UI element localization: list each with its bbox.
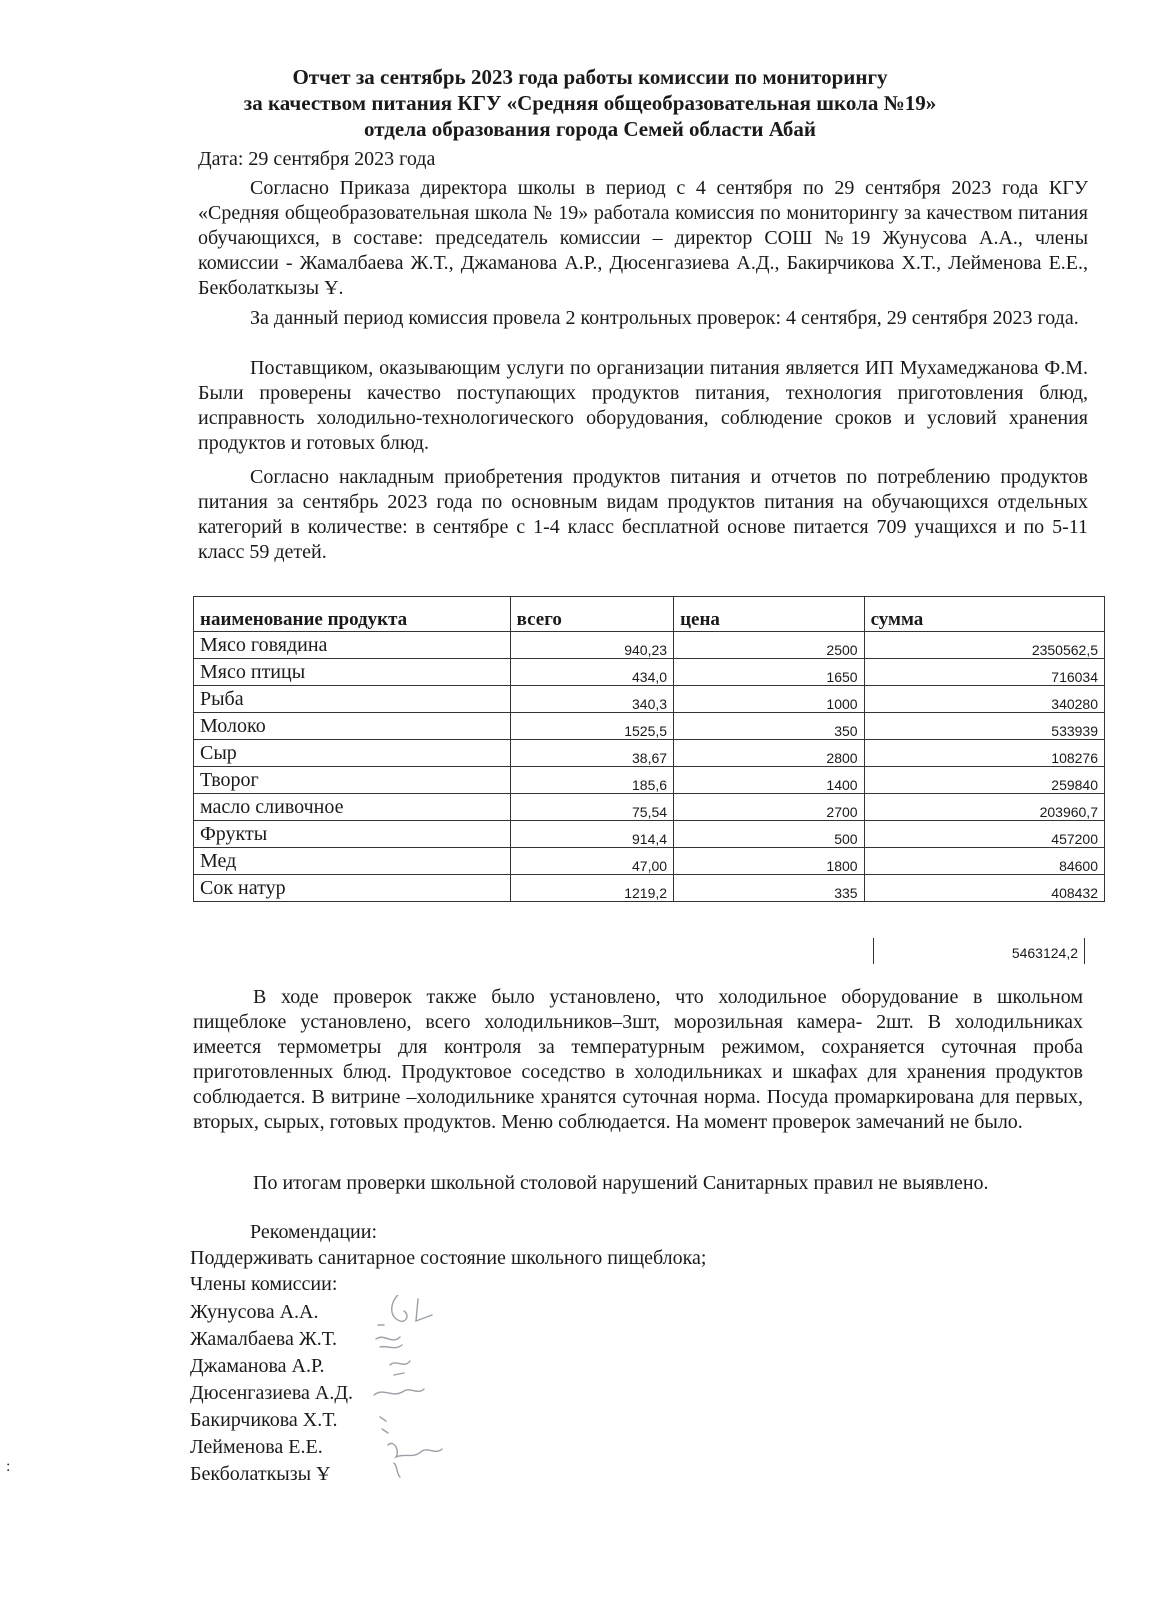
product-sum: 457200 bbox=[864, 821, 1104, 848]
table-row bbox=[194, 713, 1105, 740]
table-row bbox=[194, 686, 1105, 713]
product-name: Мясо говядина bbox=[194, 632, 511, 659]
signature-mark bbox=[388, 1443, 442, 1457]
product-sum: 408432 bbox=[864, 875, 1104, 902]
product-price: 2800 bbox=[674, 740, 865, 767]
product-sum: 259840 bbox=[864, 767, 1104, 794]
product-quantity: 940,23 bbox=[510, 632, 673, 659]
product-sum: 533939 bbox=[864, 713, 1104, 740]
product-quantity: 75,54 bbox=[510, 794, 673, 821]
member-name: Джаманова А.Р. bbox=[190, 1355, 325, 1377]
product-sum: 340280 bbox=[864, 686, 1104, 713]
product-sum: 203960,7 bbox=[864, 794, 1104, 821]
paragraph-consumption: Согласно накладным приобретения продуктов питания и отчетов по потреблению продуктов питания за сентябрь 2023 года по основным видам продуктов питания на обучающихся отдельных категорий в количестве: в сентябре с 1-4 класс бесплатной основе питается 709 учащихся и по 5-11 класс 59 детей. bbox=[198, 466, 1088, 563]
product-name: Мясо птицы bbox=[194, 659, 511, 686]
signature-mark bbox=[392, 1295, 407, 1321]
table-row bbox=[194, 767, 1105, 794]
table-row bbox=[194, 740, 1105, 767]
table-row bbox=[194, 848, 1105, 875]
product-price: 1400 bbox=[674, 767, 865, 794]
header-price: цена bbox=[674, 597, 865, 632]
product-quantity: 38,67 bbox=[510, 740, 673, 767]
member-name: Дюсенгазиева А.Д. bbox=[190, 1382, 353, 1404]
member-name: Бекболаткызы Ұ bbox=[190, 1463, 331, 1485]
product-name: Фрукты bbox=[194, 821, 511, 848]
product-sum: 108276 bbox=[864, 740, 1104, 767]
header-total: всего bbox=[510, 597, 673, 632]
header-product: наименование продукта bbox=[194, 597, 511, 632]
header-sum: сумма bbox=[864, 597, 1104, 632]
product-quantity: 434,0 bbox=[510, 659, 673, 686]
product-price: 350 bbox=[674, 713, 865, 740]
product-sum: 2350562,5 bbox=[864, 632, 1104, 659]
product-name: Мед bbox=[194, 848, 511, 875]
product-name: Рыба bbox=[194, 686, 511, 713]
paragraph-commission: Согласно Приказа директора школы в период с 4 сентября по 29 сентября 2023 года КГУ «Средняя общеобразовательная школа № 19» работала комиссия по мониторингу за качеством питания обучающихся, в составе: председатель комиссии – директор СОШ №19 Жунусова А.А., члены комиссии - Жамалбаева Ж.Т., Джаманова А.Р., Дюсенгазиева А.Д., Бакирчикова Х.Т., Лейменова Е.Е., Бекболаткызы Ұ. bbox=[198, 177, 1088, 299]
document-title bbox=[180, 64, 1000, 142]
members-list bbox=[190, 1299, 353, 1488]
signature-mark bbox=[390, 1361, 410, 1375]
members-heading: Члены комиссии: bbox=[190, 1273, 338, 1295]
table-header-row bbox=[194, 597, 1105, 632]
product-quantity: 914,4 bbox=[510, 821, 673, 848]
product-name: Сок натур bbox=[194, 875, 511, 902]
signature-mark bbox=[380, 1417, 388, 1433]
recommendation-item: Поддерживать санитарное состояние школьного пищеблока; bbox=[190, 1247, 707, 1269]
signature-mark bbox=[394, 1463, 400, 1477]
handwritten-signatures bbox=[370, 1295, 490, 1495]
signature-mark bbox=[416, 1299, 432, 1321]
table-row bbox=[194, 659, 1105, 686]
product-sum: 84600 bbox=[864, 848, 1104, 875]
table-row bbox=[194, 875, 1105, 902]
member-name: Жунусова А.А. bbox=[190, 1301, 319, 1323]
product-price: 1800 bbox=[674, 848, 865, 875]
signature-mark bbox=[374, 1389, 424, 1395]
paragraph-equipment: В ходе проверок также было установлено, что холодильное оборудование в школьном пищеблоке установлено, всего холодильников–3шт, морозильная камера- 2шт. В холодильниках имеется термометры для контроля за температурным режимом, сохраняется суточная проба приготовленных блюд. Продуктовое соседство в холодильниках и шкафах для хранения продуктов соблюдается. В витрине –холодильнике хранятся суточная норма. Посуда промаркирована для первых, вторых, сырых, готовых продуктов. Меню соблюдается. На момент проверок замечаний не было. bbox=[193, 986, 1083, 1133]
product-quantity: 340,3 bbox=[510, 686, 673, 713]
product-price: 1000 bbox=[674, 686, 865, 713]
table-row bbox=[194, 632, 1105, 659]
table-total: 5463124,2 bbox=[873, 938, 1085, 964]
title-line-1: Отчет за сентябрь 2023 года работы комиссии по мониторингу bbox=[292, 65, 888, 89]
report-date: Дата: 29 сентября 2023 года bbox=[198, 148, 436, 170]
product-price: 2700 bbox=[674, 794, 865, 821]
product-quantity: 185,6 bbox=[510, 767, 673, 794]
product-price: 1650 bbox=[674, 659, 865, 686]
recommendations-heading: Рекомендации: bbox=[250, 1221, 378, 1243]
paragraph-inspections: За данный период комиссия провела 2 контрольных проверок: 4 сентября, 29 сентября 2023 года. bbox=[250, 307, 1079, 329]
product-name: Молоко bbox=[194, 713, 511, 740]
product-quantity: 1219,2 bbox=[510, 875, 673, 902]
title-line-2: за качеством питания КГУ «Средняя общеобразовательная школа №19» bbox=[243, 91, 937, 115]
product-price: 2500 bbox=[674, 632, 865, 659]
paragraph-conclusion: По итогам проверки школьной столовой нарушений Санитарных правил не выявлено. bbox=[253, 1172, 989, 1194]
member-name: Лейменова Е.Е. bbox=[190, 1436, 323, 1458]
product-name: Сыр bbox=[194, 740, 511, 767]
title-line-3: отдела образования города Семей области Абай bbox=[364, 117, 816, 141]
table-row bbox=[194, 821, 1105, 848]
paragraph-supplier: Поставщиком, оказывающим услуги по организации питания является ИП Мухамеджанова Ф.М. Были проверены качество поступающих продуктов питания, технология приготовления блюд, исправность холодильно-технологического оборудования, соблюдение сроков и условий хранения продуктов и готовых блюд. bbox=[198, 357, 1088, 454]
product-quantity: 1525,5 bbox=[510, 713, 673, 740]
product-price: 500 bbox=[674, 821, 865, 848]
member-name: Жамалбаева Ж.Т. bbox=[190, 1328, 337, 1350]
table-row bbox=[194, 794, 1105, 821]
signature-mark bbox=[376, 1337, 402, 1348]
product-quantity: 47,00 bbox=[510, 848, 673, 875]
margin-mark: : bbox=[6, 1458, 11, 1475]
product-name: Творог bbox=[194, 767, 511, 794]
product-sum: 716034 bbox=[864, 659, 1104, 686]
product-price: 335 bbox=[674, 875, 865, 902]
member-name: Бакирчикова Х.Т. bbox=[190, 1409, 338, 1431]
products-table bbox=[193, 596, 1105, 902]
product-name: масло сливочное bbox=[194, 794, 511, 821]
